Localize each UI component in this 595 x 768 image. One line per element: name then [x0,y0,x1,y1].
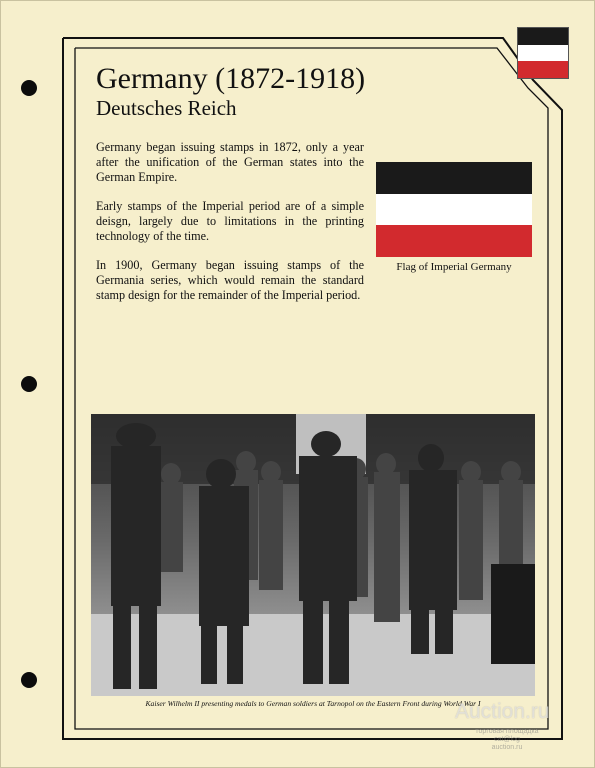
watermark-subtext [462,728,552,752]
photo-caption: Kaiser Wilhelm II presenting medals to German soldiers at Tarnopol on the Eastern Front during World War I [145,699,481,708]
flag-stripe-black [518,28,568,45]
paragraph-3: In 1900, Germany began issuing stamps of the Germania series, which would remain the standard stamp design for the remainder of the Imperial period. [96,258,364,302]
watermark: Auction.ru [455,700,550,723]
historical-photo [91,414,535,696]
flag-stripe-black [376,162,532,194]
history-text [96,140,364,317]
corner-flag [517,27,569,79]
watermark-line-2: cat@log [494,736,520,743]
paragraph-2: Early stamps of the Imperial period are of a simple deisgn, largely due to limitations in the printing technology of the time. [96,199,364,243]
flag-stripe-white [376,194,532,226]
flag-stripe-red [376,225,532,257]
flag-stripe-red [518,61,568,78]
watermark-line-3: auction.ru [491,744,523,751]
watermark-line-1: торговая площадка [475,728,539,735]
flag-stripe-white [518,45,568,62]
flag-caption: Flag of Imperial Germany [396,261,512,273]
paragraph-1: Germany began issuing stamps in 1872, only a year after the unification of the German states into the German Empire. [96,140,364,184]
page-subtitle: Deutsches Reich [96,96,237,120]
page-title: Germany (1872-1918) [96,62,366,95]
imperial-flag [376,162,532,257]
